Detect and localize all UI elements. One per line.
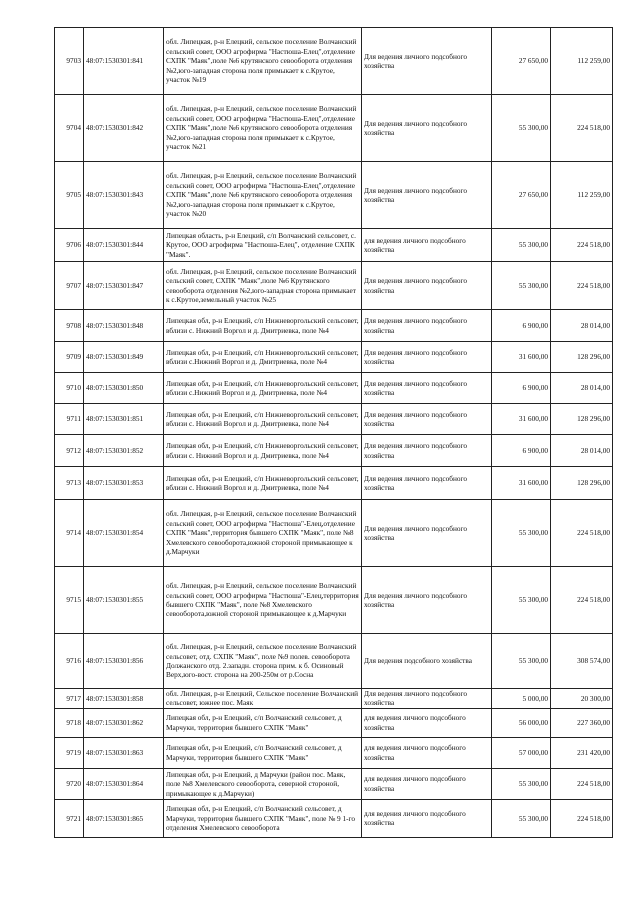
location-cell: обл. Липецкая, р-н Елецкий, сельское поселение Волчанский сельский совет, ООО агрофирма "Настюша"-Елец,отделение СХПК "Маяк",территория бывшего СХПК "Маяк", поле №8 Хмелевского севооборота,южной стороной примыкающее к д.Марчуки xyxy=(164,500,362,567)
cadastral-value-cell: 227 360,00 xyxy=(551,708,613,737)
table-row xyxy=(55,373,613,404)
table-row xyxy=(55,95,613,162)
row-number-cell: 9713 xyxy=(55,467,84,500)
cadastral-value-cell: 128 296,00 xyxy=(551,404,613,435)
table-row xyxy=(55,310,613,342)
permitted-use-cell: Для ведения личного подсобного хозяйства xyxy=(362,95,492,162)
area-value-cell: 27 650,00 xyxy=(492,162,551,229)
area-value-cell: 31 600,00 xyxy=(492,467,551,500)
area-value-cell: 27 650,00 xyxy=(492,28,551,95)
cadastral-number-cell: 48:07:1530301:850 xyxy=(84,373,164,404)
table-row xyxy=(55,262,613,310)
permitted-use-cell: Для ведения личного подсобного хозяйства xyxy=(362,28,492,95)
cadastral-value-cell: 112 259,00 xyxy=(551,162,613,229)
table-row xyxy=(55,500,613,567)
row-number-cell: 9712 xyxy=(55,435,84,467)
cadastral-number-cell: 48:07:1530301:862 xyxy=(84,708,164,737)
cadastral-value-cell: 28 014,00 xyxy=(551,310,613,342)
permitted-use-cell: Для ведения личного подсобного хозяйства xyxy=(362,567,492,634)
cadastral-number-cell: 48:07:1530301:844 xyxy=(84,229,164,262)
location-cell: обл. Липецкая, р-н Елецкий, сельское поселение Волчанский сельский совет, СХПК "Маяк",поле №6 Крутянского севооборота отделения №2,юго-западная сторона примыкает к с.Крутое,земельный участок №25 xyxy=(164,262,362,310)
permitted-use-cell: Для ведения личного подсобного хозяйства xyxy=(362,435,492,467)
table-row xyxy=(55,404,613,435)
area-value-cell: 55 300,00 xyxy=(492,768,551,799)
cadastral-number-cell: 48:07:1530301:858 xyxy=(84,689,164,709)
table-row xyxy=(55,467,613,500)
permitted-use-cell: для ведения личного подсобного хозяйства xyxy=(362,799,492,837)
table-row xyxy=(55,28,613,95)
cadastral-number-cell: 48:07:1530301:865 xyxy=(84,799,164,837)
area-value-cell: 56 000,00 xyxy=(492,708,551,737)
row-number-cell: 9708 xyxy=(55,310,84,342)
row-number-cell: 9720 xyxy=(55,768,84,799)
location-cell: Липецкая обл, р-н Елецкий, с/п Волчанский сельсовет, д Марчуки, территория бывшего СХПК "Маяк" xyxy=(164,708,362,737)
cadastral-value-cell: 224 518,00 xyxy=(551,500,613,567)
row-number-cell: 9716 xyxy=(55,634,84,689)
cadastral-number-cell: 48:07:1530301:843 xyxy=(84,162,164,229)
location-cell: обл. Липецкая, р-н Елецкий, сельское поселение Волчанский сельский совет, ООО агрофирма "Настюша-Елец",отделение СХПК "Маяк",поле №6 крутянского севооборота отделения №2,юго-западная сторона поля примыкает к с.Крутое, участок №19 xyxy=(164,28,362,95)
row-number-cell: 9705 xyxy=(55,162,84,229)
location-cell: обл. Липецкая, р-н Елецкий, сельское поселение Волчанский сельсовет, отд. СХПК "Маяк", поле №9 полев. севооборота Должанского отд. 2.западн. сторона прим. к б. Осиновый Верх,юго-вост. сторона на 200-250м от р.Сосна xyxy=(164,634,362,689)
permitted-use-cell: Для ведения личного подсобного хозяйства xyxy=(362,689,492,709)
area-value-cell: 55 300,00 xyxy=(492,95,551,162)
row-number-cell: 9704 xyxy=(55,95,84,162)
cadastral-value-cell: 128 296,00 xyxy=(551,342,613,373)
location-cell: обл. Липецкая, р-н Елецкий, сельское поселение Волчанский сельский совет, ООО агрофирма "Настюша"-Елец,территория бывшего СХПК "Маяк", поле №8 Хмелевского севооборота,южной стороной примыкающее к д.Марчуки xyxy=(164,567,362,634)
row-number-cell: 9721 xyxy=(55,799,84,837)
cadastral-value-cell: 224 518,00 xyxy=(551,229,613,262)
permitted-use-cell: для ведения личного подсобного хозяйства xyxy=(362,229,492,262)
location-cell: Липецкая область, р-н Елецкий, с/п Волчанский сельсовет, с. Крутое, ООО агрофирма "Настюша-Елец", отделение СХПК "Маяк". xyxy=(164,229,362,262)
location-cell: Липецкая обл, р-н Елецкий, с/п Нижневоргольский сельсовет, вблизи с. Нижний Воргол и д. Дмитриевка, поле №4 xyxy=(164,467,362,500)
cadastral-number-cell: 48:07:1530301:851 xyxy=(84,404,164,435)
table-row xyxy=(55,737,613,768)
row-number-cell: 9707 xyxy=(55,262,84,310)
permitted-use-cell: для ведения личного подсобного хозяйства xyxy=(362,708,492,737)
permitted-use-cell: Для ведения личного подсобного хозяйства xyxy=(362,262,492,310)
table-row xyxy=(55,229,613,262)
location-cell: Липецкая обл, р-н Елецкий, с/п Нижневоргольский сельсовет, вблизи с. Нижний Воргол и д. Дмитриевка, поле №4 xyxy=(164,310,362,342)
permitted-use-cell: для ведения личного подсобного хозяйства xyxy=(362,737,492,768)
location-cell: обл. Липецкая, р-н Елецкий, сельское поселение Волчанский сельский совет, ООО агрофирма "Настюша-Елец",отделение СХПК "Маяк",поле №6 крутянского севооборота отделения №2,юго-западная сторона поля примыкает к с.Крутое, участок №21 xyxy=(164,95,362,162)
table-row xyxy=(55,799,613,837)
row-number-cell: 9717 xyxy=(55,689,84,709)
location-cell: обл. Липецкая, р-н Елецкий, Сельское поселение Волчанский сельсовет, южнее пос. Маяк xyxy=(164,689,362,709)
cadastral-number-cell: 48:07:1530301:852 xyxy=(84,435,164,467)
area-value-cell: 55 300,00 xyxy=(492,634,551,689)
cadastral-number-cell: 48:07:1530301:864 xyxy=(84,768,164,799)
table-row xyxy=(55,708,613,737)
location-cell: Липецкая обл, р-н Елецкий, с/п Нижневоргольский сельсовет, вблизи с.Нижний Воргол и д. Дмитриевка, поле №4 xyxy=(164,342,362,373)
row-number-cell: 9711 xyxy=(55,404,84,435)
table-row xyxy=(55,435,613,467)
table-row xyxy=(55,689,613,709)
land-plot-table xyxy=(54,27,613,838)
row-number-cell: 9718 xyxy=(55,708,84,737)
row-number-cell: 9714 xyxy=(55,500,84,567)
cadastral-value-cell: 308 574,00 xyxy=(551,634,613,689)
table-row xyxy=(55,162,613,229)
area-value-cell: 55 300,00 xyxy=(492,229,551,262)
location-cell: Липецкая обл, р-н Елецкий, с/п Волчанский сельсовет, д Марчуки, территория бывшего СХПК "Маяк", поле № 9 1-го отделения Хмелевского севооборота xyxy=(164,799,362,837)
cadastral-value-cell: 224 518,00 xyxy=(551,567,613,634)
permitted-use-cell: Для ведения личного подсобного хозяйства xyxy=(362,404,492,435)
cadastral-value-cell: 231 420,00 xyxy=(551,737,613,768)
permitted-use-cell: Для ведения подсобного хозяйства xyxy=(362,634,492,689)
table-row xyxy=(55,634,613,689)
cadastral-value-cell: 224 518,00 xyxy=(551,799,613,837)
row-number-cell: 9706 xyxy=(55,229,84,262)
cadastral-value-cell: 128 296,00 xyxy=(551,467,613,500)
cadastral-number-cell: 48:07:1530301:863 xyxy=(84,737,164,768)
cadastral-number-cell: 48:07:1530301:853 xyxy=(84,467,164,500)
cadastral-number-cell: 48:07:1530301:848 xyxy=(84,310,164,342)
cadastral-number-cell: 48:07:1530301:841 xyxy=(84,28,164,95)
location-cell: обл. Липецкая, р-н Елецкий, сельское поселение Волчанский сельский совет, ООО агрофирма "Настюша-Елец",отделение СХПК "Маяк",поле №6 крутянского севооборота отделения №2,юго-западная сторона поля примыкает к с.Крутое, участок №20 xyxy=(164,162,362,229)
area-value-cell: 6 900,00 xyxy=(492,373,551,404)
table-row xyxy=(55,768,613,799)
row-number-cell: 9715 xyxy=(55,567,84,634)
location-cell: Липецкая обл, р-н Елецкий, с/п Нижневоргольский сельсовет, вблизи с. Нижний Воргол и д. Дмитриевка, поле №4 xyxy=(164,435,362,467)
area-value-cell: 5 000,00 xyxy=(492,689,551,709)
cadastral-number-cell: 48:07:1530301:849 xyxy=(84,342,164,373)
permitted-use-cell: для ведения личного подсобного хозяйства xyxy=(362,768,492,799)
location-cell: Липецкая обл, р-н Елецкий, д Марчуки (район пос. Маяк, поле №8 Хмелевского севооборота, северной стороной, примыкающее к д.Марчуки) xyxy=(164,768,362,799)
area-value-cell: 57 000,00 xyxy=(492,737,551,768)
cadastral-number-cell: 48:07:1530301:842 xyxy=(84,95,164,162)
cadastral-number-cell: 48:07:1530301:855 xyxy=(84,567,164,634)
row-number-cell: 9703 xyxy=(55,28,84,95)
row-number-cell: 9710 xyxy=(55,373,84,404)
cadastral-value-cell: 28 014,00 xyxy=(551,435,613,467)
row-number-cell: 9709 xyxy=(55,342,84,373)
permitted-use-cell: Для ведения личного подсобного хозяйства xyxy=(362,467,492,500)
area-value-cell: 55 300,00 xyxy=(492,262,551,310)
permitted-use-cell: Для ведения личного подсобного хозяйства xyxy=(362,373,492,404)
cadastral-number-cell: 48:07:1530301:856 xyxy=(84,634,164,689)
area-value-cell: 31 600,00 xyxy=(492,404,551,435)
cadastral-value-cell: 20 300,00 xyxy=(551,689,613,709)
cadastral-value-cell: 224 518,00 xyxy=(551,768,613,799)
cadastral-value-cell: 224 518,00 xyxy=(551,95,613,162)
area-value-cell: 55 300,00 xyxy=(492,799,551,837)
location-cell: Липецкая обл, р-н Елецкий, с/п Волчанский сельсовет, д Марчуки, территория бывшего СХПК "Маяк" xyxy=(164,737,362,768)
area-value-cell: 55 300,00 xyxy=(492,500,551,567)
permitted-use-cell: Для ведения личного подсобного хозяйства xyxy=(362,342,492,373)
cadastral-value-cell: 112 259,00 xyxy=(551,28,613,95)
permitted-use-cell: Для ведения личного подсобного хозяйства xyxy=(362,500,492,567)
area-value-cell: 6 900,00 xyxy=(492,310,551,342)
table-row xyxy=(55,342,613,373)
cadastral-number-cell: 48:07:1530301:854 xyxy=(84,500,164,567)
area-value-cell: 31 600,00 xyxy=(492,342,551,373)
area-value-cell: 6 900,00 xyxy=(492,435,551,467)
permitted-use-cell: Для ведения личного подсобного хозяйства xyxy=(362,310,492,342)
row-number-cell: 9719 xyxy=(55,737,84,768)
cadastral-value-cell: 224 518,00 xyxy=(551,262,613,310)
location-cell: Липецкая обл, р-н Елецкий, с/п Нижневоргольский сельсовет, вблизи с.Нижний Воргол и д. Дмитриевка, поле №4 xyxy=(164,373,362,404)
permitted-use-cell: Для ведения личного подсобного хозяйства xyxy=(362,162,492,229)
table-row xyxy=(55,567,613,634)
cadastral-value-cell: 28 014,00 xyxy=(551,373,613,404)
cadastral-number-cell: 48:07:1530301:847 xyxy=(84,262,164,310)
location-cell: Липецкая обл, р-н Елецкий, с/п Нижневоргольский сельсовет, вблизи с. Нижний Воргол и д. Дмитриевка, поле №4 xyxy=(164,404,362,435)
area-value-cell: 55 300,00 xyxy=(492,567,551,634)
table-body xyxy=(55,28,613,838)
